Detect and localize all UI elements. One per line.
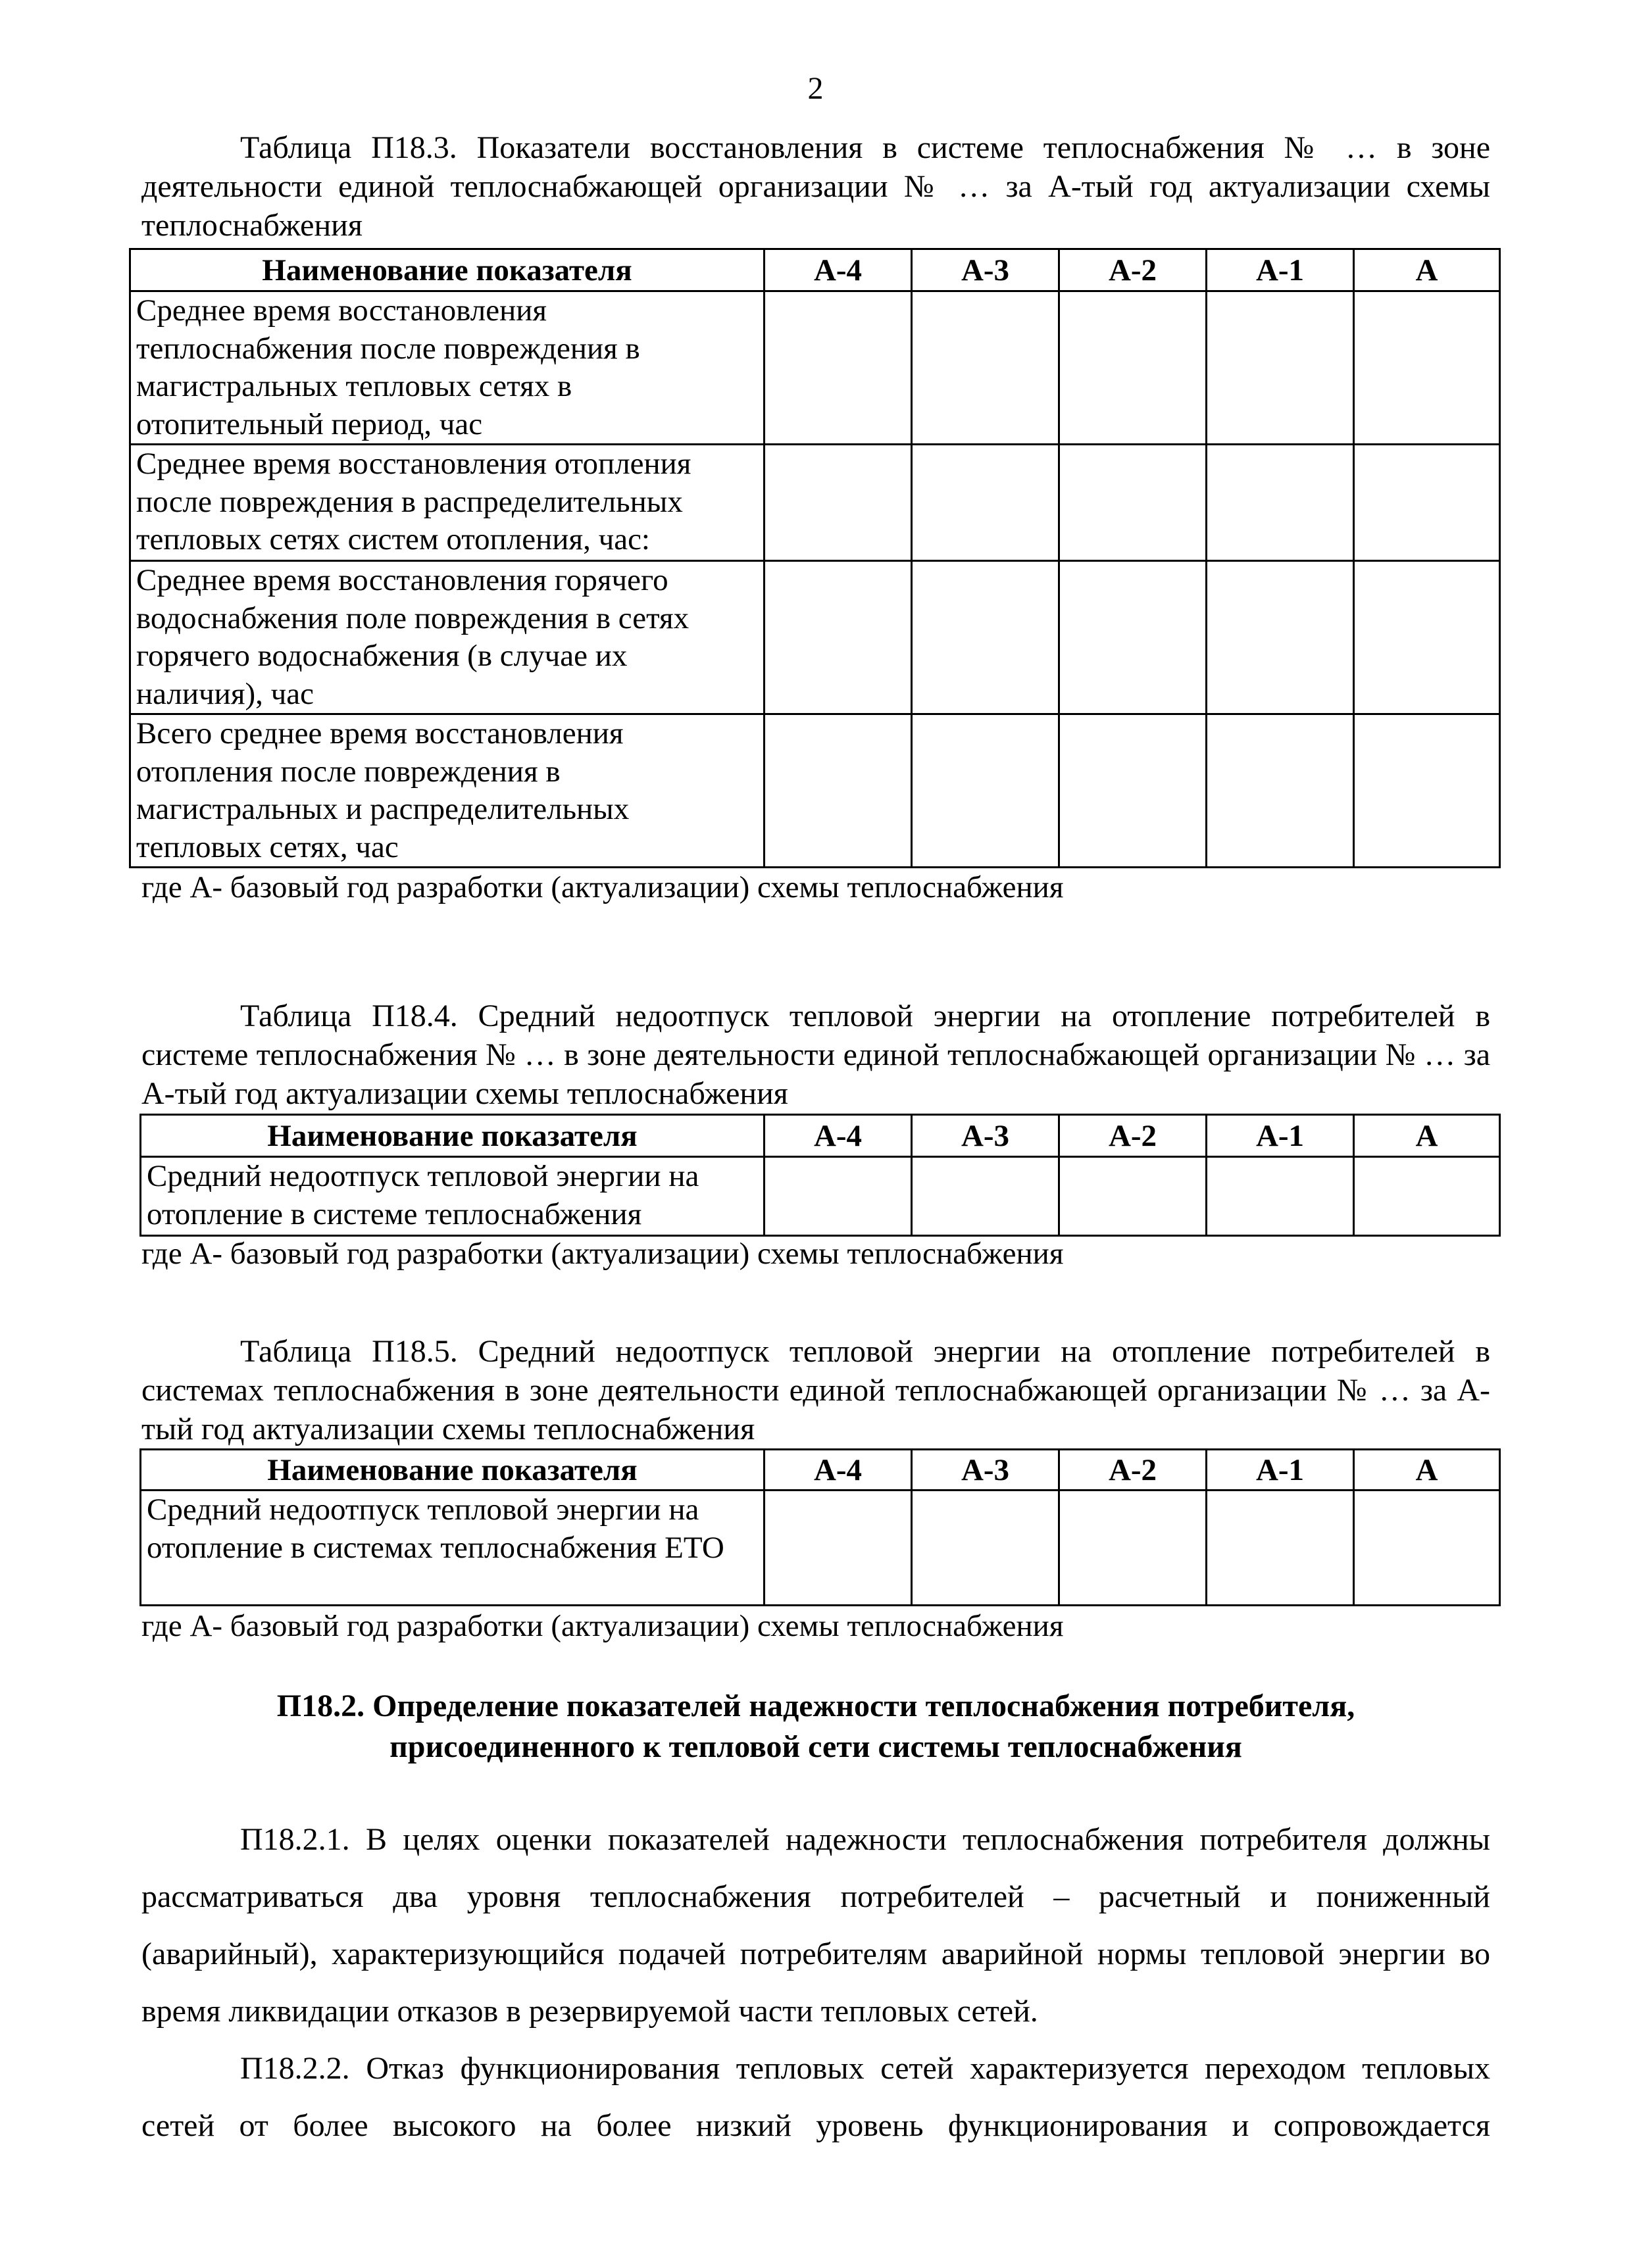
header-year-a-1: А-1 [1207,249,1354,291]
header-year-a-3: А-3 [912,249,1059,291]
value-cell [1207,714,1354,868]
value-cell [1059,561,1207,714]
header-year-a-4: А-4 [765,249,912,291]
value-cell [765,291,912,445]
header-year-a-2: А-2 [1059,249,1207,291]
row-name-main-networks-restore-time: Среднее время восстановления теплоснабжения после повреждения в магистральных тепловых сетях в отопительный период, час [130,291,765,445]
value-cell [1207,1491,1354,1606]
page-number: 2 [807,71,824,106]
value-cell [1354,445,1500,561]
section-heading-line-1: П18.2. Определение показателей надежности теплоснабжения потребителя, [276,1689,1355,1723]
value-cell [912,714,1059,868]
header-year-a-1: А-1 [1207,1115,1354,1157]
value-cell [912,291,1059,445]
table-p18-3 [129,248,1501,868]
table-note-p18-5: где А- базовый год разработки (актуализации) схемы теплоснабжения [141,1609,1064,1643]
value-cell [1207,561,1354,714]
table-header-row [141,1115,1500,1157]
table-caption-p18-4: Таблица П18.4. Средний недоотпуск тепловой энергии на отопление потребителей в системе теплоснабжения № … в зоне деятельности единой теплоснабжающей организации № … за А-тый год актуализации схемы теплоснабжения [141,998,1490,1111]
table-row [130,714,1500,868]
table-caption-p18-5: Таблица П18.5. Средний недоотпуск тепловой энергии на отопление потребителей в системах теплоснабжения в зоне деятельности единой теплоснабжающей организации № … за А-тый год актуализации схемы теплоснабжения [141,1334,1490,1446]
value-cell [765,714,912,868]
value-cell [1207,1157,1354,1236]
row-name-heat-undersupply: Средний недоотпуск тепловой энергии на отопление в системе теплоснабжения [141,1157,765,1236]
table-caption-p18-3: Таблица П18.3. Показатели восстановления в системе теплоснабжения № … в зоне деятельности единой теплоснабжающей организации № … за А-тый год актуализации схемы теплоснабжения [141,130,1490,243]
value-cell [1059,1491,1207,1606]
table-header-row [130,249,1500,291]
value-cell [1059,445,1207,561]
header-year-a-2: А-2 [1059,1115,1207,1157]
header-indicator-name: Наименование показателя [130,249,765,291]
table-p18-4 [139,1114,1501,1237]
table-row [141,1157,1500,1236]
header-year-a-4: А-4 [765,1450,912,1491]
value-cell [1059,291,1207,445]
header-year-a: А [1354,1450,1500,1491]
header-year-a-1: А-1 [1207,1450,1354,1491]
header-year-a-3: А-3 [912,1115,1059,1157]
header-year-a: А [1354,1115,1500,1157]
header-year-a-4: А-4 [765,1115,912,1157]
value-cell [765,1157,912,1236]
value-cell [1354,291,1500,445]
value-cell [765,445,912,561]
section-heading [141,1686,1490,1767]
table-header-row [141,1450,1500,1491]
value-cell [1059,1157,1207,1236]
table-row [130,291,1500,445]
row-name-distribution-networks-restore-time: Среднее время восстановления отопления после повреждения в распределительных тепловых сетях систем отопления, час: [130,445,765,561]
value-cell [1354,1491,1500,1606]
value-cell [1207,445,1354,561]
table-note-p18-4: где А- базовый год разработки (актуализации) схемы теплоснабжения [141,1237,1064,1271]
value-cell [1059,714,1207,868]
value-cell [1354,561,1500,714]
header-year-a: А [1354,249,1500,291]
paragraph-p18-2-2: П18.2.2. Отказ функционирования тепловых сетей характеризуется переходом тепловых сетей от более высокого на более низкий уровень функционирования и сопровождается [141,2051,1490,2143]
header-indicator-name: Наименование показателя [141,1450,765,1491]
value-cell [1207,291,1354,445]
table-note-p18-3: где А- базовый год разработки (актуализации) схемы теплоснабжения [141,870,1064,904]
value-cell [912,445,1059,561]
header-year-a-2: А-2 [1059,1450,1207,1491]
value-cell [765,1491,912,1606]
row-name-heat-undersupply-eto: Средний недоотпуск тепловой энергии на отопление в системах теплоснабжения ЕТО [141,1491,765,1606]
table-row [130,445,1500,561]
row-name-hot-water-restore-time: Среднее время восстановления горячего водоснабжения поле повреждения в сетях горячего водоснабжения (в случае их наличия), час [130,561,765,714]
value-cell [912,1491,1059,1606]
value-cell [912,561,1059,714]
table-row [130,561,1500,714]
row-name-total-restore-time: Всего среднее время восстановления отопления после повреждения в магистральных и распределительных тепловых сетях, час [130,714,765,868]
header-indicator-name: Наименование показателя [141,1115,765,1157]
value-cell [912,1157,1059,1236]
value-cell [765,561,912,714]
section-heading-line-2: присоединенного к тепловой сети системы теплоснабжения [389,1729,1242,1764]
table-row [141,1491,1500,1606]
table-p18-5 [139,1448,1501,1606]
value-cell [1354,714,1500,868]
paragraph-p18-2-1: П18.2.1. В целях оценки показателей надежности теплоснабжения потребителя должны рассматриваться два уровня теплоснабжения потребителей – расчетный и пониженный (аварийный), характеризующийся подачей потребителям аварийной нормы тепловой энергии во время ликвидации отказов в резервируемой части тепловых сетей. [141,1822,1490,2029]
header-year-a-3: А-3 [912,1450,1059,1491]
value-cell [1354,1157,1500,1236]
